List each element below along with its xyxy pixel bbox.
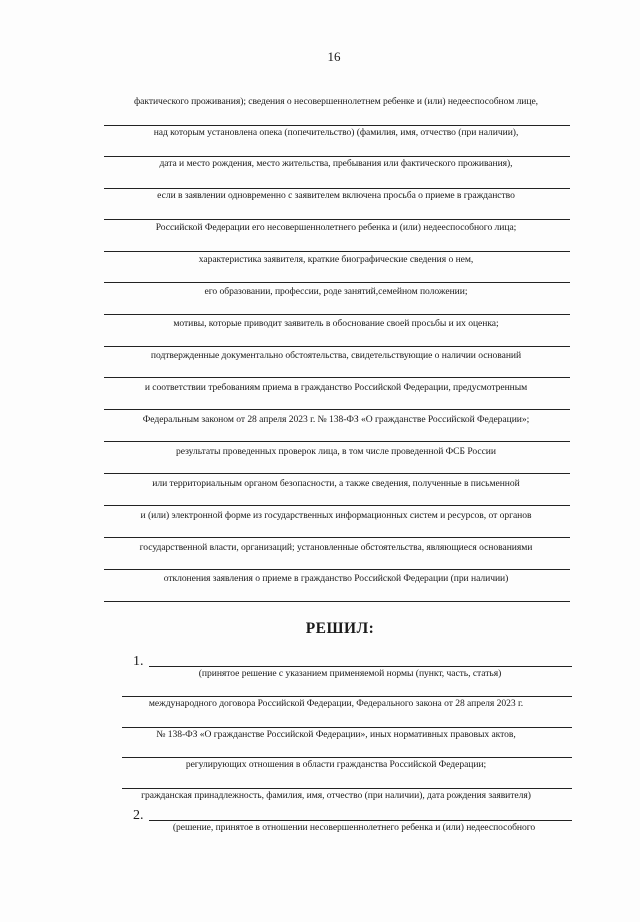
form-rule <box>104 505 570 506</box>
form-rule <box>104 251 570 252</box>
form-rule <box>104 219 570 220</box>
caption-line: если в заявлении одновременно с заявителем включена просьба о приеме в гражданство <box>157 190 515 201</box>
caption-line: над которым установлена опека (попечительство) (фамилия, имя, отчество (при наличии), <box>153 127 519 138</box>
caption-line: № 138-ФЗ «О гражданстве Российской Федерации», иных нормативных правовых актов, <box>156 729 516 740</box>
page-number: 16 <box>327 49 341 64</box>
form-rule <box>104 537 570 538</box>
form-rule <box>104 601 570 602</box>
form-rule <box>122 696 572 697</box>
item-number-1: 1. <box>133 654 144 669</box>
caption-line: подтвержденные документально обстоятельства, свидетельствующие о наличии оснований <box>150 350 522 361</box>
caption-line: (принятое решение с указанием применяемой нормы (пункт, часть, статья) <box>198 668 502 679</box>
form-rule <box>104 282 570 283</box>
form-rule <box>104 409 570 410</box>
form-rule <box>149 820 572 821</box>
caption-line: (решение, принятое в отношении несовершеннолетнего ребенка и (или) недееспособного <box>172 822 536 833</box>
form-rule <box>104 188 570 189</box>
caption-line: и соответствии требованиям приема в гражданство Российской Федерации, предусмотренным <box>144 382 528 393</box>
form-rule <box>104 441 570 442</box>
caption-line: мотивы, которые приводит заявитель в обоснование своей просьбы и их оценка; <box>173 318 499 329</box>
form-rule <box>122 727 572 728</box>
form-rule <box>104 473 570 474</box>
caption-line: международного договора Российской Федерации, Федерального закона от 28 апреля 2023 г. <box>148 698 524 709</box>
form-rule <box>149 666 572 667</box>
form-rule <box>104 314 570 315</box>
form-rule <box>104 156 570 157</box>
caption-line: отклонения заявления о приеме в гражданство Российской Федерации (при наличии) <box>163 573 509 584</box>
item-number-2: 2. <box>133 808 144 823</box>
caption-line: государственной власти, организаций; установленные обстоятельства, являющиеся основаниями <box>139 542 533 553</box>
caption-line: или территориальным органом безопасности, а также сведения, полученные в письменной <box>152 478 520 489</box>
caption-line: дата и место рождения, место жительства, пребывания или фактического проживания), <box>159 158 513 169</box>
decision-heading: РЕШИЛ: <box>305 620 375 637</box>
form-rule <box>122 757 572 758</box>
form-rule <box>104 346 570 347</box>
caption-line: результаты проведенных проверок лица, в том числе проведенной ФСБ России <box>176 446 496 457</box>
caption-line: фактического проживания); сведения о несовершеннолетнем ребенке и (или) недееспособном лице, <box>133 96 539 107</box>
form-rule <box>122 788 572 789</box>
form-rule <box>104 569 570 570</box>
caption-line: Федеральным законом от 28 апреля 2023 г. № 138-ФЗ «О гражданстве Российской Федерации»; <box>142 414 530 425</box>
form-rule <box>104 125 570 126</box>
caption-line: и (или) электронной форме из государственных информационных систем и ресурсов, от органов <box>140 510 532 521</box>
caption-line: его образовании, профессии, роде занятий,семейном положении; <box>204 286 468 297</box>
caption-line: гражданская принадлежность, фамилия, имя, отчество (при наличии), дата рождения заявителя) <box>141 790 531 801</box>
caption-line: регулирующих отношения в области гражданства Российской Федерации; <box>185 759 487 770</box>
caption-line: Российской Федерации его несовершеннолетнего ребенка и (или) недееспособного лица; <box>155 222 517 233</box>
caption-line: характеристика заявителя, краткие биографические сведения о нем, <box>198 254 474 265</box>
form-rule <box>104 377 570 378</box>
